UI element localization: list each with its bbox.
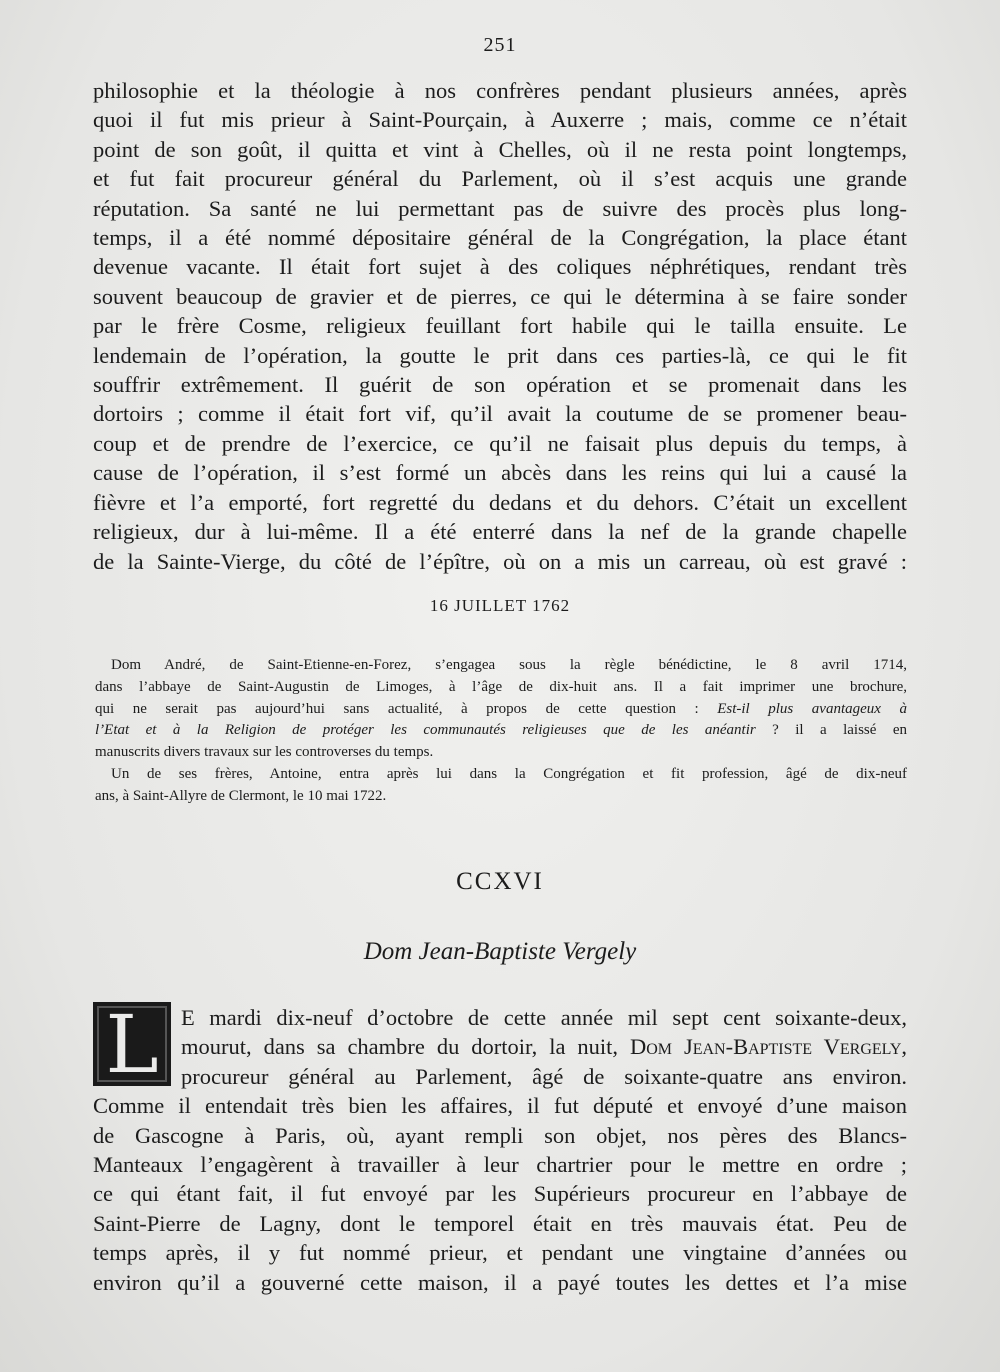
note-line: manuscrits divers travaux sur les controverses du temps. (95, 744, 434, 761)
text-line: souffrir extrêmement. Il guérit de son opération et se promenait dans les (93, 372, 907, 398)
note-line (95, 699, 907, 721)
note-text: qui ne serait pas aujourd’hui sans actualité, à propos de cette question : (95, 700, 718, 717)
text-line: souvent beaucoup de gravier et de pierres, ce qui le détermina à se faire sonder (93, 283, 907, 309)
text-line: dortoirs ; comme il était fort vif, qu’il avait la coutume de se promener beau- (93, 401, 907, 427)
text-line: ce qui étant fait, il fut envoyé par les Supérieurs procureur en l’abbaye de (93, 1181, 907, 1207)
section-number: CCXVI (456, 868, 544, 895)
text-line: de la Sainte-Vierge, du côté de l’épître, où on a mis un carreau, où est gravé : (93, 548, 907, 574)
text-line (93, 1032, 907, 1061)
main-paragraph (93, 76, 907, 576)
text-line: E mardi dix-neuf d’octobre de cette année mil sept cent soixante-deux, (181, 1005, 907, 1030)
text-line: de Gascogne à Paris, où, ayant rempli son objet, nos pères des Blancs- (93, 1122, 907, 1148)
text-line: Manteaux l’engagèrent à travailler à leur chartrier pour le mettre en ordre ; (93, 1152, 907, 1178)
text-line: devenue vacante. Il était fort sujet à des coliques néphrétiques, rendant très (93, 254, 907, 280)
note-text: ? il a laissé en (755, 722, 908, 739)
text-line: environ qu’il a gouverné cette maison, il a payé toutes les dettes et l’a mise (93, 1269, 907, 1295)
text-line: par le frère Cosme, religieux feuillant fort habile qui le tailla ensuite. Le (93, 313, 907, 339)
biography-paragraph (93, 1003, 907, 1297)
text-segment: mourut, dans sa chambre du dortoir, la nuit, (181, 1034, 630, 1060)
text-line: coup et de prendre de l’exercice, ce qu’il ne faisait plus depuis du temps, à (93, 430, 907, 456)
text-line: temps, il a été nommé dépositaire général de la Congrégation, la place étant (93, 225, 907, 251)
text-line: procureur général au Parlement, âgé de soixante-quatre ans environ. (181, 1063, 907, 1089)
text-line: Comme il entendait très bien les affaires, il fut député et envoyé d’une maison (93, 1093, 907, 1119)
note-line: Un de ses frères, Antoine, entra après lui dans la Congrégation et fit profession, âgé de dix-neuf (111, 765, 907, 782)
dropcap-letter: L (105, 997, 159, 1091)
text-line: et fut fait procureur général du Parlement, où il s’est acquis une grande (93, 166, 907, 192)
text-line: philosophie et la théologie à nos confrères pendant plusieurs années, après (93, 78, 907, 103)
text-line: quoi il fut mis prieur à Saint-Pourçain, à Auxerre ; mais, comme ce n’était (93, 107, 907, 133)
note-italic-text: l’Etat et à la Religion de protéger les communautés religieuses que de les anéantir (95, 722, 756, 739)
text-line: cause de l’opération, il s’est formé un abcès dans les reins qui lui a causé la (93, 460, 907, 486)
note-line: dans l’abbaye de Saint-Augustin de Limoges, à l’âge de dix-huit ans. Il a fait imprimer une brochure, (95, 678, 907, 695)
engraved-date: 16 JUILLET 1762 (429, 596, 571, 615)
section-title: Dom Jean-Baptiste Vergely (363, 938, 637, 965)
note-line: Dom André, de Saint-Etienne-en-Forez, s’engagea sous la règle bénédictine, le 8 avril 1714, (111, 657, 907, 673)
text-line: fièvre et l’a emporté, fort regretté du dedans et du dehors. C’était un excellent (93, 489, 907, 515)
text-line: lendemain de l’opération, la goutte le prit dans ces parties-là, ce qui le fit (93, 342, 907, 368)
note-line (95, 720, 907, 742)
page-number: 251 (483, 34, 517, 56)
note-italic-text: Est-il plus avantageux à (717, 700, 907, 717)
subject-name: Dom Jean-Baptiste Vergely, (629, 1034, 907, 1060)
text-line: Saint-Pierre de Lagny, dont le temporel était en très mauvais état. Peu de (93, 1210, 907, 1236)
text-line: temps après, il y fut nommé prieur, et pendant une vingtaine d’années ou (93, 1240, 907, 1266)
note-line: ans, à Saint-Allyre de Clermont, le 10 mai 1722. (95, 787, 387, 804)
text-line: réputation. Sa santé ne lui permettant pas de suivre des procès plus long- (93, 195, 907, 221)
text-line: point de son goût, il quitta et vint à Chelles, où il ne resta point longtemps, (93, 136, 907, 162)
footnote-block (95, 655, 907, 808)
text-line: religieux, dur à lui-même. Il a été enterré dans la nef de la grande chapelle (93, 519, 907, 545)
